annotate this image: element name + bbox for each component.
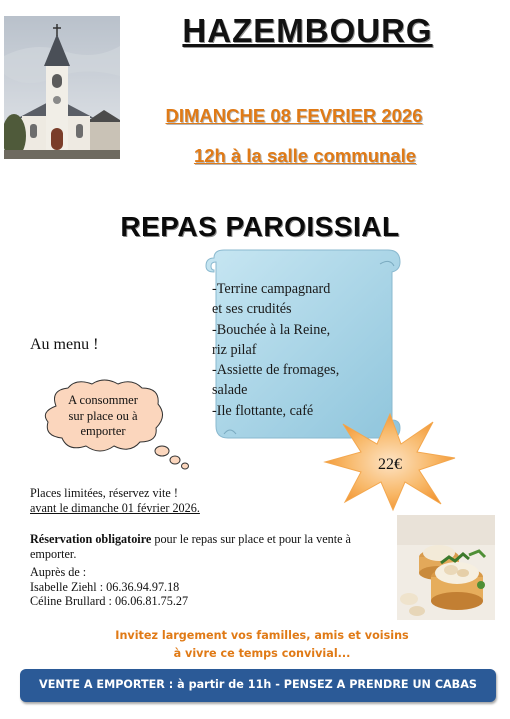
price: 22€ [378,456,402,473]
menu-line: -Ile flottante, café [212,402,314,419]
cloud-line: sur place ou à [68,408,138,423]
contact-line: Céline Brullard : 06.06.81.75.27 [30,594,189,608]
contact-intro: Auprès de : [30,565,87,579]
event-date: DIMANCHE 08 FEVRIER 2026 [165,105,423,126]
reservation-detail: pour le repas sur place et pour la vente à emporter. [30,532,351,561]
menu-line: et ses crudités [212,301,292,318]
menu-line: -Assiette de fromages, [212,362,340,379]
event-place: 12h à la salle communale [193,145,417,166]
places-note: Places limitées, réservez vite ! [30,486,178,500]
reservation-deadline: avant le dimanche 01 février 2026. [30,501,200,515]
contact-line: Isabelle Ziehl : 06.36.94.97.18 [30,579,180,594]
menu-list [212,279,382,421]
contacts [30,565,330,609]
menu-intro: Au menu ! [30,336,99,353]
menu-line: riz pilaf [212,341,257,358]
menu-line: -Terrine campagnard [212,281,331,297]
cloud-line: A consommer [68,393,138,407]
event-headline: REPAS PAROISSIAL [120,211,400,242]
church-photo [4,16,120,159]
reservation-label: Réservation obligatoire [30,532,152,546]
vol-au-vent-photo [397,515,495,620]
menu-line: -Bouchée à la Reine, [212,321,331,338]
reservation-notice [30,532,380,561]
cloud-line: emporter [80,424,126,438]
cloud-text [48,393,158,440]
town-title: HAZEMBOURG [182,12,433,49]
invitation-line-2: à vivre ce temps convivial... [173,647,351,660]
menu-line: salade [212,382,248,399]
takeaway-banner-text: VENTE A EMPORTER : à partir de 11h - PENSEZ A PRENDRE UN CABAS [39,678,477,691]
invitation-line-1: Invitez largement vos familles, amis et voisins [115,629,409,642]
